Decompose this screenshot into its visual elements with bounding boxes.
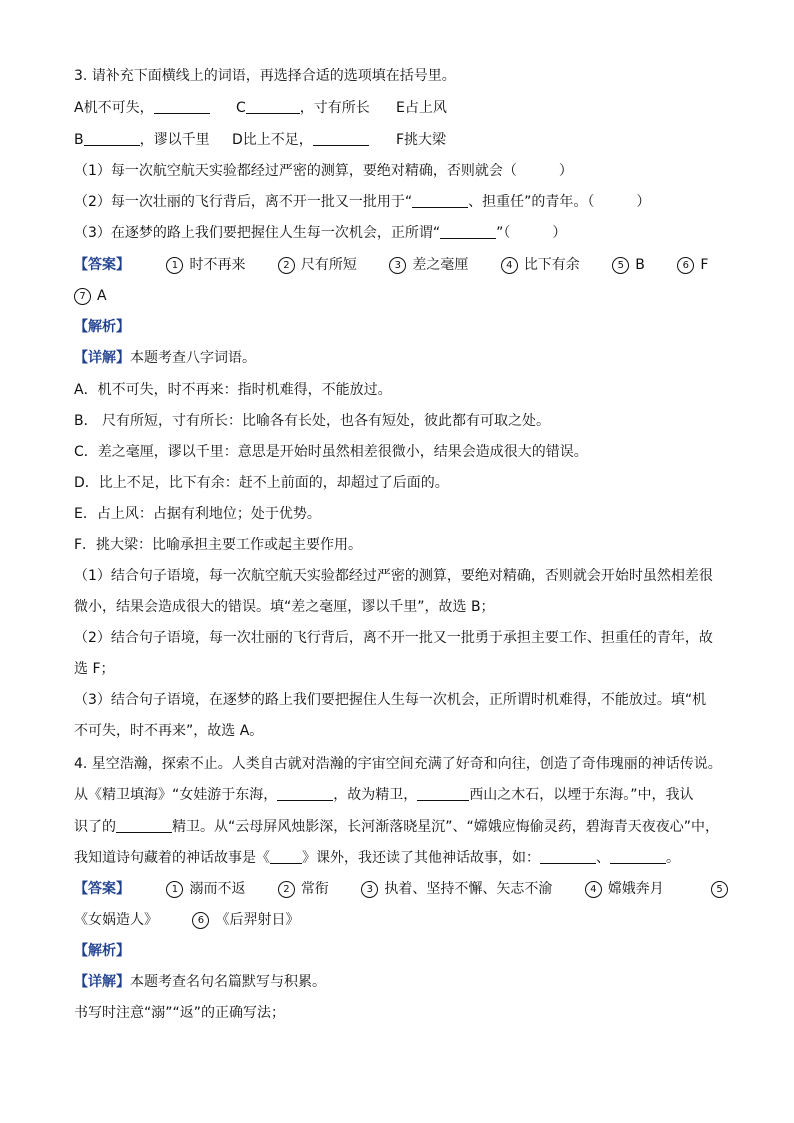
q3-analysis-line: 不可失，时不再来”，故选 A。 <box>74 723 264 739</box>
q3-answer-6: 6 F <box>677 255 708 275</box>
q4-stem-line-2: 从《精卫填海》“女娃游于东海， ，故为精卫， 西山之木石，以堙于东海。”中，我认 <box>74 787 694 803</box>
q3-sentence-2: （2）每一次壮丽的飞行背后，离不开一批又一批用于“ 、担重任”的青年。（ ） <box>74 194 651 210</box>
option-a: A机不可失， <box>74 98 210 118</box>
q3-sentence-1: （1）每一次航空航天实验都经过严密的测算，要绝对精确，否则就会（ ） <box>74 163 573 179</box>
q4-answer-row-2 <box>74 910 734 930</box>
option-e: E占上风 <box>396 100 447 116</box>
q3-analysis-line: D．比上不足，比下有余：赶不上前面的，却超过了后面的。 <box>74 475 449 491</box>
option-d: D比上不足， <box>232 130 369 150</box>
q4-answer-2: 2 常衔 <box>278 879 329 899</box>
q4-answer-1: 1 溺而不返 <box>166 879 245 899</box>
q3-analysis-line: （3）结合句子语境，在逐梦的路上我们要把握住人生每一次机会，正所谓时机难得，不能放过。填“机 <box>74 692 707 708</box>
q3-answer-4: 4 比下有余 <box>501 255 580 275</box>
q3-options-row2 <box>74 130 734 150</box>
q3-answer-1: 1 时不再来 <box>166 255 245 275</box>
q3-analysis-line: F．挑大梁：比喻承担主要工作或起主要作用。 <box>74 537 363 553</box>
blank <box>116 817 172 833</box>
answer-label: 【答案】 <box>74 881 130 897</box>
q3-analysis-line: 微小，结果会造成很大的错误。填“差之毫厘，谬以千里”，故选 B； <box>74 599 495 615</box>
q3-options-row1 <box>74 98 734 118</box>
q4-answer-3: 3 执着、坚持不懈、矢志不渝 <box>361 879 552 899</box>
blank <box>610 848 666 864</box>
q3-stem: 3. 请补充下面横线上的词语，再选择合适的选项填在括号里。 <box>74 68 456 84</box>
analysis-label: 【解析】 <box>74 943 130 959</box>
q3-answer-7: 7 A <box>74 286 734 306</box>
q4-answer-5: 5 <box>711 879 734 899</box>
answer-label: 【答案】 <box>74 257 130 273</box>
option-c: C ，寸有所长 <box>236 100 370 116</box>
blank <box>246 98 300 114</box>
q3-analysis-line: （1）结合句子语境，每一次航空航天实验都经过严密的测算，要绝对精确，否则就会开始时虽然相差很 <box>74 568 713 584</box>
q3-analysis-line: E．占上风：占据有利地位；处于优势。 <box>74 506 321 522</box>
analysis-label: 【解析】 <box>74 319 130 335</box>
q4-answer-4: 4 嫦娥奔月 <box>585 879 664 899</box>
q4-detail: 【详解】本题考查名句名篇默写与积累。 <box>74 974 326 990</box>
blank <box>84 130 140 146</box>
q3-analysis-line: C．差之毫厘，谬以千里：意思是开始时虽然相差很微小，结果会造成很大的错误。 <box>74 444 588 460</box>
q4-answer-row <box>74 879 734 899</box>
q4-stem-line-1: 4. 星空浩瀚，探索不止。人类自古就对浩瀚的宇宙空间充满了好奇和向往，创造了奇伟瑰丽的神话传说。 <box>74 756 722 772</box>
q3-answer-5: 5 B <box>612 255 645 275</box>
option-f: F挑大梁 <box>396 132 447 148</box>
blank <box>313 130 369 146</box>
q3-answer-3: 3 差之毫厘 <box>389 255 468 275</box>
q3-sentence-3: （3）在逐梦的路上我们要把握住人生每一次机会，正所谓“ ”（ ） <box>74 225 567 241</box>
q4-analysis-line: 书写时注意“溺”“返”的正确写法； <box>74 1005 286 1021</box>
q4-answer-6: 6 《后羿射日》 <box>192 910 299 930</box>
option-b: B ，谬以千里 <box>74 132 210 148</box>
q3-answer-2: 2 尺有所短 <box>278 255 357 275</box>
blank <box>540 848 596 864</box>
q3-answer-row <box>74 255 734 275</box>
q3-analysis-line: B． 尺有所短，寸有所长：比喻各有长处，也各有短处，彼此都有可取之处。 <box>74 413 551 429</box>
q4-answer-5-text: 《女娲造人》 <box>74 912 158 928</box>
q3-detail: 【详解】本题考查八字词语。 <box>74 350 256 366</box>
blank <box>417 785 469 801</box>
blank <box>440 223 496 239</box>
blank <box>154 98 210 114</box>
blank <box>270 848 302 864</box>
q3-analysis-line: A．机不可失，时不再来：指时机难得，不能放过。 <box>74 382 392 398</box>
q4-stem-line-4: 我知道诗句藏着的神话故事是《 》课外，我还读了其他神话故事，如： 、 。 <box>74 850 680 866</box>
blank <box>277 785 333 801</box>
blank <box>412 192 468 208</box>
q4-stem-line-3: 识了的 精卫。从“云母屏风烛影深，长河渐落晓星沉”、“嫦娥应悔偷灵药，碧海青天夜夜心”中， <box>74 819 720 835</box>
q3-analysis-line: （2）结合句子语境，每一次壮丽的飞行背后，离不开一批又一批勇于承担主要工作、担重任的青年，故 <box>74 630 713 646</box>
q3-analysis-line: 选 F； <box>74 661 115 677</box>
